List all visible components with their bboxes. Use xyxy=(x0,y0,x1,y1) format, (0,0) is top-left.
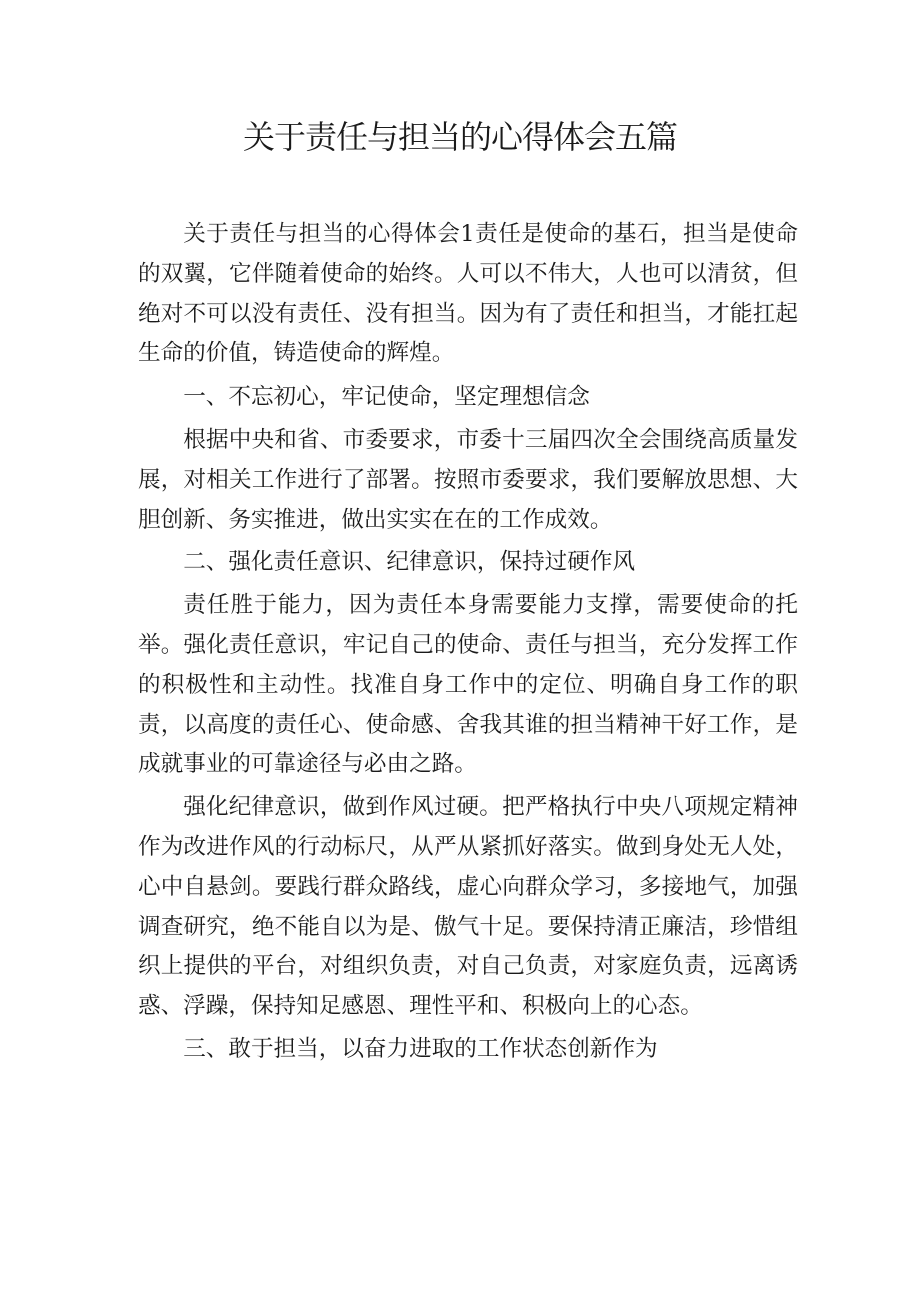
document-body xyxy=(138,215,798,1070)
paragraph-section-1: 根据中央和省、市委要求，市委十三届四次全会围绕高质量发展，对相关工作进行了部署。按照市委要求，我们要解放思想、大胆创新、务实推进，做出实实在在的工作成效。 xyxy=(138,426,798,533)
document-title: 关于责任与担当的心得体会五篇 xyxy=(242,118,677,156)
paragraph-responsibility: 责任胜于能力，因为责任本身需要能力支撑，需要使命的托举。强化责任意识，牢记自己的使命、责任与担当，充分发挥工作的积极性和主动性。找准自身工作中的定位、明确自身工作的职责，以高度的责任心、使命感、舍我其谁的担当精神干好工作，是成就事业的可靠途径与必由之路。 xyxy=(138,592,798,778)
section-heading-2: 二、强化责任意识、纪律意识，保持过硬作风 xyxy=(183,549,636,576)
paragraph-intro: 关于责任与担当的心得体会1责任是使命的基石，担当是使命的双翼，它伴随着使命的始终。人可以不伟大，人也可以清贫，但绝对不可以没有责任、没有担当。因为有了责任和担当，才能扛起生命的价值，铸造使命的辉煌。 xyxy=(138,221,798,367)
section-heading-1: 一、不忘初心，牢记使命，坚定理想信念 xyxy=(183,384,590,411)
paragraph-discipline: 强化纪律意识，做到作风过硬。把严格执行中央八项规定精神作为改进作风的行动标尺，从严从紧抓好落实。做到身处无人处，心中自悬剑。要践行群众路线，虚心向群众学习，多接地气，加强调查研究，绝不能自以为是、傲气十足。要保持清正廉洁，珍惜组织上提供的平台，对组织负责，对自己负责，对家庭负责，远离诱惑、浮躁，保持知足感恩、理性平和、积极向上的心态。 xyxy=(138,794,798,1020)
section-heading-3: 三、敢于担当，以奋力进取的工作状态创新作为 xyxy=(183,1035,658,1062)
